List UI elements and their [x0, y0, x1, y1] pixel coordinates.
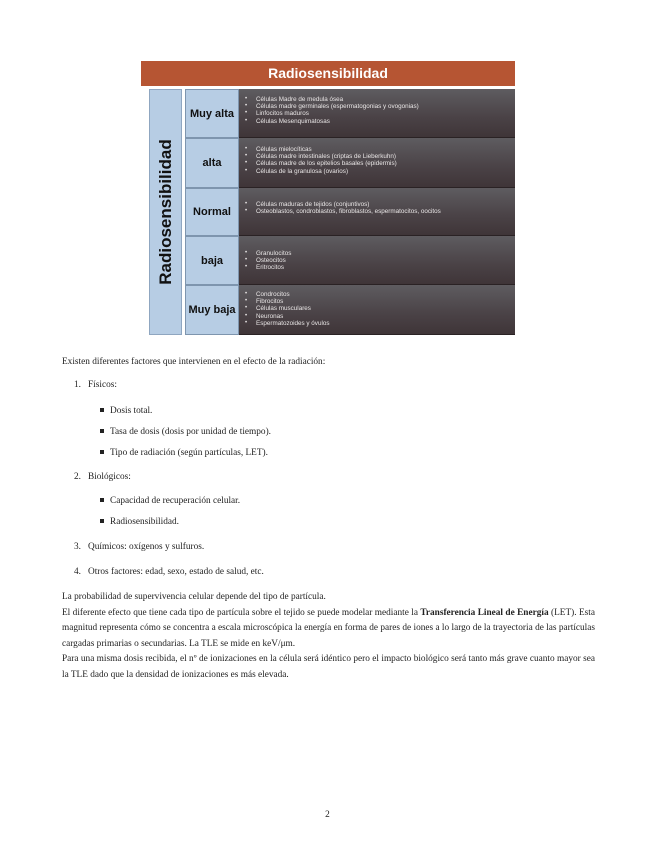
level-label: Normal — [185, 188, 239, 236]
list-item — [74, 540, 204, 554]
list-item: • Células musculares — [245, 305, 515, 312]
bullet-icon — [100, 498, 104, 502]
list-number: 3. — [74, 542, 81, 552]
radiosensitivity-figure — [141, 61, 515, 336]
list-label: Tasa de dosis (dosis por unidad de tiempo). — [110, 427, 271, 437]
figure-row-muy-alta — [185, 89, 515, 138]
list-item: • Granulocitos — [245, 250, 515, 257]
figure-title: Radiosensibilidad — [141, 61, 515, 86]
figure-side-panel — [149, 89, 182, 335]
list-label: Tipo de radiación (según partículas, LET). — [110, 448, 268, 458]
bullet-icon — [100, 408, 104, 412]
list-item: • Eritrocitos — [245, 264, 515, 271]
figure-row-alta — [185, 138, 515, 188]
list-item — [100, 404, 152, 418]
list-item: • Células madre de los epitelios basales (epidermis) — [245, 160, 515, 167]
intro-paragraph: Existen diferentes factores que intervienen en el efecto de la radiación: — [62, 357, 326, 367]
list-item: • Linfocitos maduros — [245, 110, 515, 117]
paragraph-text: La probabilidad de supervivencia celular depende del tipo de partícula. — [62, 592, 326, 602]
list-number: 2. — [74, 472, 81, 482]
list-item — [74, 378, 117, 392]
figure-row-baja — [185, 236, 515, 285]
paragraph-text: Para una misma dosis recibida, el nº de ionizaciones en la célula será idéntico pero el impacto biológico será tanto más grave cuanto mayor sea la TLE dado que la densidad de ionizaciones es más elevada. — [62, 654, 595, 680]
paragraph-text: (LET). Esta magnitud representa cómo se concentra a escala microscópica la energía en forma de pares de iones a lo largo de la trayectoria de las partículas cargadas primarias o secundarias. La TLE se mide en keV/μm. — [62, 607, 595, 649]
list-item: • Fibrocitos — [245, 298, 515, 305]
figure-side-label: Radiosensibilidad — [155, 139, 175, 285]
list-label: Dosis total. — [110, 406, 153, 416]
list-number: 4. — [74, 567, 81, 577]
list-item — [74, 565, 264, 579]
list-item: • Células mielocíticas — [245, 146, 515, 153]
figure-row-normal — [185, 188, 515, 236]
list-label: Biológicos: — [88, 472, 131, 482]
list-label: Químicos: oxígenos y sulfuros. — [88, 542, 205, 552]
level-description — [239, 138, 515, 188]
level-label: Muy baja — [185, 285, 239, 335]
list-item — [100, 425, 271, 439]
paragraph-text: El diferente efecto que tiene cada tipo de partícula sobre el tejido se puede modelar mediante la — [62, 607, 421, 618]
level-description — [239, 89, 515, 138]
list-label: Físicos: — [88, 380, 117, 390]
level-description — [239, 285, 515, 335]
bullet-icon — [100, 519, 104, 523]
list-item: • Células madre germinales (espermatogonias y ovogonias) — [245, 103, 515, 110]
figure-rows — [185, 89, 515, 335]
list-item — [100, 446, 268, 460]
list-item: • Espermatozoides y óvulos — [245, 320, 515, 327]
list-label: Otros factores: edad, sexo, estado de salud, etc. — [88, 567, 264, 577]
list-item: • Osteocitos — [245, 257, 515, 264]
level-label: baja — [185, 236, 239, 285]
level-description — [239, 188, 515, 236]
list-item: • Neuronas — [245, 313, 515, 320]
list-label: Radiosensibilidad. — [110, 517, 179, 527]
list-item: • Células madre intestinales (criptas de Lieberkuhn) — [245, 153, 515, 160]
list-label: Capacidad de recuperación celular. — [110, 496, 241, 506]
list-item: • Células Madre de medula ósea — [245, 96, 515, 103]
list-item — [74, 470, 131, 484]
list-item — [100, 494, 240, 508]
list-item — [100, 515, 179, 529]
bullet-icon — [100, 450, 104, 454]
bullet-icon — [100, 429, 104, 433]
list-item: • Osteoblastos, condroblastos, fibroblastos, espermatocitos, oocitos — [245, 208, 515, 215]
list-item: • Células maduras de tejidos (conjuntivos) — [245, 201, 515, 208]
list-item: • Células de la granulosa (ovarios) — [245, 168, 515, 175]
list-number: 1. — [74, 380, 81, 390]
page-number: 2 — [325, 810, 330, 820]
list-item: • Células Mesenquimatosas — [245, 118, 515, 125]
level-description — [239, 236, 515, 285]
figure-row-muy-baja — [185, 285, 515, 335]
level-label: alta — [185, 138, 239, 188]
paragraph-bold-term: Transferencia Lineal de Energía — [420, 607, 549, 618]
level-label: Muy alta — [185, 89, 239, 138]
body-paragraph — [62, 590, 595, 683]
list-item: • Condrocitos — [245, 291, 515, 298]
